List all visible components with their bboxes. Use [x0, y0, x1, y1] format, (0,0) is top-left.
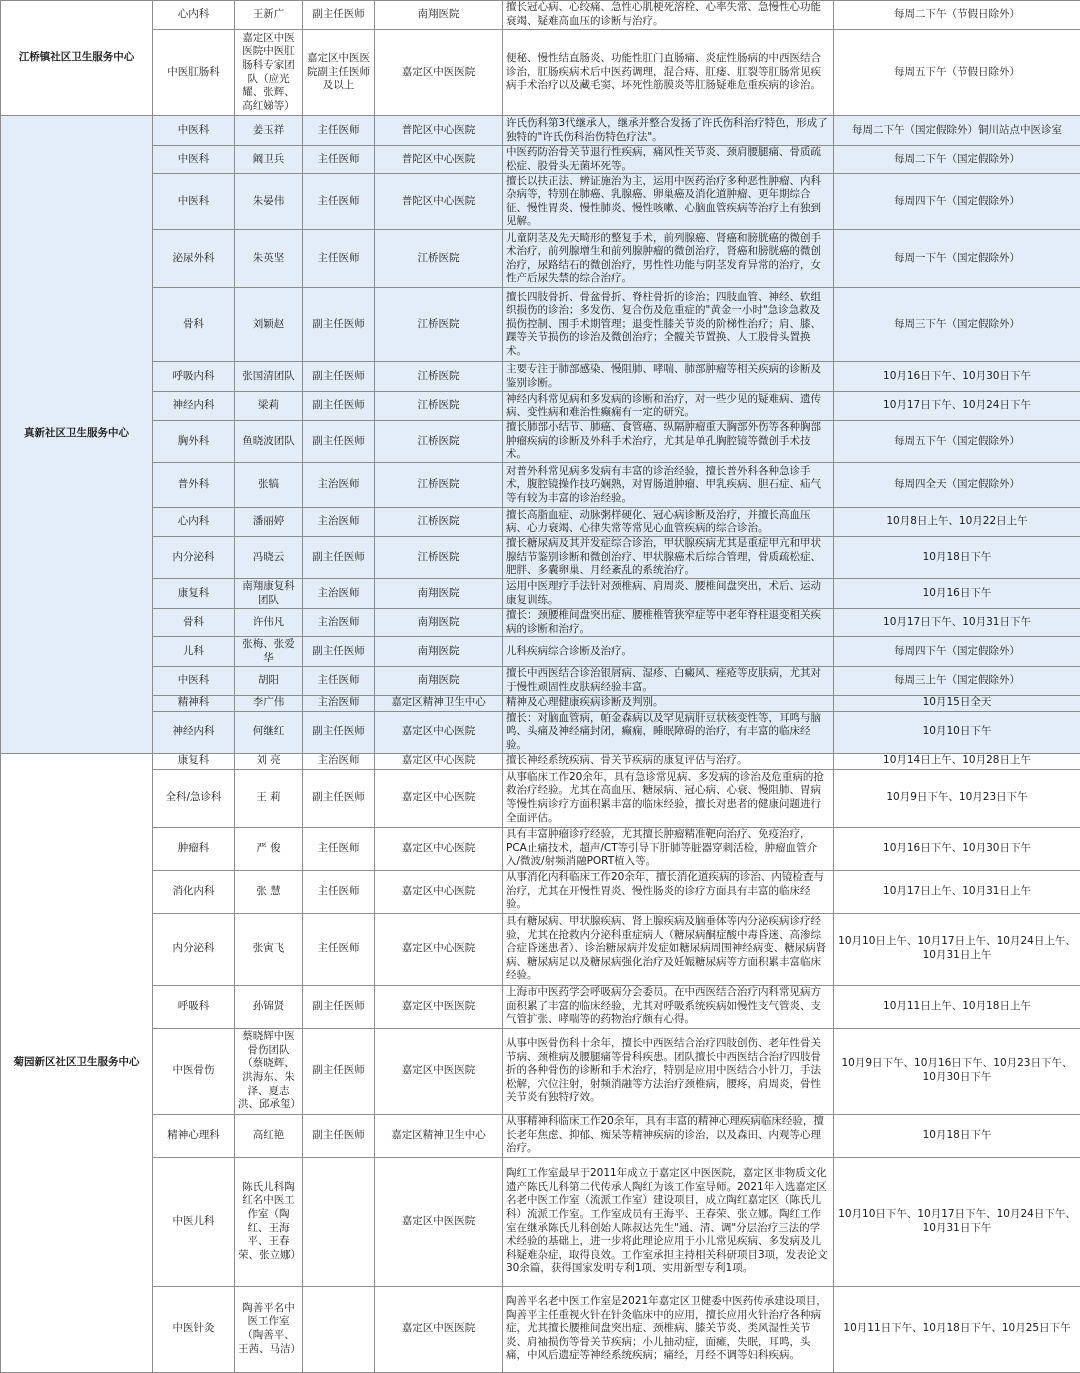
- doctor-cell: 南翔康复科团队: [235, 579, 303, 609]
- dept-cell: 内分泌科: [153, 913, 235, 985]
- doctor-cell: 姜玉祥: [235, 116, 303, 146]
- table-row: [1, 695, 1080, 711]
- doctor-cell: 朱晏伟: [235, 174, 303, 230]
- dept-cell: 心内科: [153, 1, 235, 30]
- description-cell: 上海市中医药学会呼吸病分会委员。在中西医结合治疗内科常见病方面积累了丰富的临床经验，尤其对呼吸系统疾病如慢性支气管炎、支气管扩张、哮喘等的药物治疗颇有心得。: [503, 985, 834, 1028]
- table-row: [1, 1114, 1080, 1157]
- hospital-cell: 南翔医院: [375, 579, 503, 609]
- title-cell: 主治医师: [303, 609, 375, 637]
- doctor-cell: 阚卫兵: [235, 146, 303, 174]
- table-row: [1, 421, 1080, 463]
- doctor-cell: 蔡晓辉中医骨伤团队（蔡晓辉、洪海东、朱泽、夏志洪、邱承玺）: [235, 1028, 303, 1114]
- title-cell: 主任医师: [303, 116, 375, 146]
- hospital-cell: 嘉定区中心医院: [375, 913, 503, 985]
- doctor-cell: 王 莉: [235, 769, 303, 827]
- doctor-cell: 张 慧: [235, 870, 303, 913]
- title-cell: 主任医师: [303, 870, 375, 913]
- time-cell: 10月11日上午、10月18日上午: [834, 985, 1080, 1028]
- table-row: [1, 537, 1080, 579]
- doctor-cell: 张犒: [235, 463, 303, 508]
- center-name-cell: 江桥镇社区卫生服务中心: [1, 1, 153, 116]
- title-cell: 副主任医师: [303, 421, 375, 463]
- time-cell: 每周二下午（国定假除外）铜川站点中医诊室: [834, 116, 1080, 146]
- table-row: [1, 870, 1080, 913]
- table-row: [1, 1157, 1080, 1286]
- title-cell: 主任医师: [303, 174, 375, 230]
- doctor-cell: 张梅、张爱华: [235, 637, 303, 667]
- title-cell: 主治医师: [303, 508, 375, 537]
- description-cell: 具有丰富肿瘤诊疗经验，尤其擅长肿瘤精准靶向治疗、免疫治疗，PCA止痛技术，超声/CT等引导下肝肺等脏器穿刺活检，肿瘤血管介入/微波/射频消融PORT植入等。: [503, 827, 834, 870]
- dept-cell: 呼吸科: [153, 985, 235, 1028]
- hospital-cell: 嘉定区中心医院: [375, 769, 503, 827]
- hospital-cell: 嘉定区中医医院: [375, 1028, 503, 1114]
- dept-cell: 泌尿外科: [153, 230, 235, 288]
- doctor-cell: 潘丽婷: [235, 508, 303, 537]
- doctor-cell: 张国清团队: [235, 362, 303, 392]
- table-row: [1, 30, 1080, 116]
- time-cell: 10月17日下午、10月24日下午: [834, 392, 1080, 421]
- table-row: [1, 1286, 1080, 1372]
- hospital-cell: 江桥医院: [375, 463, 503, 508]
- title-cell: [303, 1286, 375, 1372]
- table-row: [1, 362, 1080, 392]
- doctor-cell: 梁莉: [235, 392, 303, 421]
- title-cell: 主任医师: [303, 667, 375, 695]
- title-cell: 主治医师: [303, 579, 375, 609]
- doctor-cell: 刘颖赵: [235, 288, 303, 362]
- title-cell: 副主任医师: [303, 537, 375, 579]
- title-cell: 副主任医师: [303, 711, 375, 753]
- description-cell: 从事临床工作20余年，具有急诊常见病、多发病的诊治及危重病的抢救治疗经验。尤其在高血压、糖尿病、冠心病、心衰、慢阻肺、胃病等慢性病诊疗方面积累丰富的临床经验，擅长对患者的健康问题进行全面评估。: [503, 769, 834, 827]
- description-cell: 擅长糖尿病及其并发症综合诊治，甲状腺疾病尤其是重症甲亢和甲状腺结节鉴别诊断和微创治疗、甲状腺癌术后综合管理，骨质疏松症、肥胖、多囊卵巢、月经紊乱的系统治疗。: [503, 537, 834, 579]
- hospital-cell: 嘉定区中心医院: [375, 827, 503, 870]
- hospital-cell: 江桥医院: [375, 421, 503, 463]
- dept-cell: 康复科: [153, 753, 235, 769]
- title-cell: 副主任医师: [303, 985, 375, 1028]
- table-row: [1, 146, 1080, 174]
- dept-cell: 消化内科: [153, 870, 235, 913]
- time-cell: 每周二下午（节假日除外）: [834, 1, 1080, 30]
- hospital-cell: 江桥医院: [375, 508, 503, 537]
- hospital-cell: 普陀区中心医院: [375, 146, 503, 174]
- table-row: [1, 463, 1080, 508]
- hospital-cell: 嘉定区中心医院: [375, 753, 503, 769]
- table-row: [1, 827, 1080, 870]
- time-cell: 每周三上午（国定假除外）: [834, 667, 1080, 695]
- description-cell: 陶善平名老中医工作室是2021年嘉定区卫健委中医药传承建设项目，陶善平主任重视火针在针灸临床中的应用，擅长应用火针治疗各种病症，尤其擅长腰椎间盘突出症、颈椎病、膝关节炎、类风湿性关节炎、肩袖损伤等骨关节疾病；小儿抽动症，面瘫，失眠，耳鸣，头痛，中风后遗症等神经系统疾病；痛经，月经不调等妇科疾病。: [503, 1286, 834, 1372]
- description-cell: 便秘、慢性结直肠炎、功能性肛门直肠痛、炎症性肠病的中西医结合诊治，肛肠疾病术后中医药调理，混合痔、肛瘘、肛裂等肛肠常见疾病手术治疗以及藏毛窦、坏死性筋膜炎等肛肠疑难危重疾病的诊治。: [503, 30, 834, 116]
- hospital-cell: 普陀区中心医院: [375, 116, 503, 146]
- table-row: [1, 609, 1080, 637]
- hospital-cell: 江桥医院: [375, 392, 503, 421]
- hospital-cell: 嘉定区中医医院: [375, 1157, 503, 1286]
- doctor-cell: 刘 亮: [235, 753, 303, 769]
- time-cell: 每周五下午（国定假除外）: [834, 421, 1080, 463]
- title-cell: 副主任医师: [303, 637, 375, 667]
- title-cell: 副主任医师: [303, 288, 375, 362]
- dept-cell: 内分泌科: [153, 537, 235, 579]
- title-cell: 副主任医师: [303, 769, 375, 827]
- title-cell: 主任医师: [303, 230, 375, 288]
- hospital-cell: 嘉定区中医医院: [375, 985, 503, 1028]
- time-cell: 10月16日下午: [834, 579, 1080, 609]
- description-cell: 擅长高脂血症、动脉粥样硬化、冠心病诊断及治疗，并擅长高血压病、心力衰竭、心律失常等常见心血管疾病的综合诊治。: [503, 508, 834, 537]
- table-row: [1, 579, 1080, 609]
- dept-cell: 中医科: [153, 667, 235, 695]
- hospital-cell: 江桥医院: [375, 537, 503, 579]
- title-cell: 主任医师: [303, 827, 375, 870]
- time-cell: 10月16日下午、10月30日下午: [834, 362, 1080, 392]
- hospital-cell: 南翔医院: [375, 1, 503, 30]
- time-cell: 10月17日下午、10月31日下午: [834, 609, 1080, 637]
- dept-cell: 精神科: [153, 695, 235, 711]
- table-row: [1, 230, 1080, 288]
- doctor-cell: 何继红: [235, 711, 303, 753]
- table-row: [1, 913, 1080, 985]
- title-cell: [303, 1157, 375, 1286]
- doctor-cell: 陶善平名中医工作室（陶善平、王茜、马洁）: [235, 1286, 303, 1372]
- doctor-cell: 许伟凡: [235, 609, 303, 637]
- dept-cell: 骨科: [153, 288, 235, 362]
- title-cell: 副主任医师: [303, 1114, 375, 1157]
- doctor-cell: 冯晓云: [235, 537, 303, 579]
- hospital-cell: 南翔医院: [375, 609, 503, 637]
- dept-cell: 儿科: [153, 637, 235, 667]
- description-cell: 从事精神科临床工作20余年，具有丰富的精神心理疾病临床经验，擅长老年焦虑、抑郁、痴呆等精神疾病的诊治，以及森田、内观等心理治疗。: [503, 1114, 834, 1157]
- description-cell: 许氏伤科第3代继承人，继承并整合发扬了许氏伤科治疗特色，形成了独特的"许氏伤科治伤特色疗法"。: [503, 116, 834, 146]
- doctor-cell: 鱼晓波团队: [235, 421, 303, 463]
- description-cell: 从事中医骨伤科十余年，擅长中西医结合治疗四肢创伤、老年性骨关节病、颈椎病及腰腿痛等骨科疾患。团队擅长中西医结合治疗四肢骨折的各种骨伤的诊断和手术治疗，特别是应用中医结合小针刀，手法松解，穴位注射，射频消融等方法治疗颈椎病，腰疼，肩周炎，骨性关节炎有独特疗效。: [503, 1028, 834, 1114]
- table-row: [1, 116, 1080, 146]
- time-cell: 每周四全天（国定假除外）: [834, 463, 1080, 508]
- title-cell: 副主任医师: [303, 362, 375, 392]
- dept-cell: 中医科: [153, 146, 235, 174]
- time-cell: 10月9日下午、10月16日下午、10月23日下午、10月30日下午: [834, 1028, 1080, 1114]
- hospital-cell: 嘉定区中心医院: [375, 870, 503, 913]
- time-cell: 每周二下午（国定假除外）: [834, 146, 1080, 174]
- time-cell: 每周五下午（节假日除外）: [834, 30, 1080, 116]
- hospital-cell: 江桥医院: [375, 362, 503, 392]
- title-cell: 副主任医师: [303, 1, 375, 30]
- hospital-cell: 嘉定区中心医院: [375, 711, 503, 753]
- time-cell: 10月10日下午: [834, 711, 1080, 753]
- title-cell: 主任医师: [303, 146, 375, 174]
- description-cell: 运用中医理疗手法针对颈椎病、肩周炎、腰椎间盘突出，术后、运动康复训练。: [503, 579, 834, 609]
- table-row: [1, 711, 1080, 753]
- time-cell: 每周四下午（国定假除外）: [834, 637, 1080, 667]
- dept-cell: 肿瘤科: [153, 827, 235, 870]
- title-cell: 主治医师: [303, 463, 375, 508]
- description-cell: 擅长：对脑血管病，帕金森病以及罕见病肝豆状核变性等，耳鸣与脑鸣、头痛及神经痛封闭，癫痫，睡眠障碍的治疗，有丰富的临床经验。: [503, 711, 834, 753]
- doctor-cell: 张寅飞: [235, 913, 303, 985]
- description-cell: 擅长以扶正法、辨证施治为主，运用中医药治疗多种恶性肿瘤、内科杂病等，特别在肺癌、乳腺癌、卵巢癌及消化道肿瘤、更年期综合征、慢性胃炎、慢性肺炎、慢性咳嗽、心脑血管疾病等治疗上有独到见解。: [503, 174, 834, 230]
- description-cell: 对普外科常见病多发病有丰富的诊治经验，擅长普外科各种急诊手术，腹腔镜操作技巧娴熟，对胃肠道肿瘤、甲乳疾病、胆石症、疝气等有较为丰富的诊治经验。: [503, 463, 834, 508]
- time-cell: 10月18日下午: [834, 1114, 1080, 1157]
- time-cell: 每周一下午（国定假除外）: [834, 230, 1080, 288]
- description-cell: 儿童阴茎及先天畸形的整复手术，前列腺癌、肾癌和膀胱癌的微创手术治疗，前列腺增生和前列腺肿瘤的微创治疗，肾癌和膀胱癌的微创治疗，尿路结石的微创治疗，男性性功能与阴茎发育异常的治疗，女性产后尿失禁的综合治疗。: [503, 230, 834, 288]
- hospital-cell: 南翔医院: [375, 637, 503, 667]
- dept-cell: 中医科: [153, 116, 235, 146]
- doctor-cell: 高红艳: [235, 1114, 303, 1157]
- dept-cell: 中医骨伤: [153, 1028, 235, 1114]
- time-cell: 10月10日下午、10月17日下午、10月24日下午、10月31日下午: [834, 1157, 1080, 1286]
- table-row: [1, 392, 1080, 421]
- dept-cell: 胸外科: [153, 421, 235, 463]
- dept-cell: 全科/急诊科: [153, 769, 235, 827]
- table-row: [1, 174, 1080, 230]
- description-cell: 擅长神经系统疾病、骨关节疾病的康复评估与治疗。: [503, 753, 834, 769]
- description-cell: 陶红工作室最早于2011年成立于嘉定区中医医院，嘉定区非物质文化遗产陈氏儿科第二代传承人陶红为该工作室导师。2021年入选嘉定区名老中医工作室（流派工作室）建设项目，成立陶红嘉定区（陈氏儿科）流派工作室。工作室成员有王海平、王春荣、张立娜。陶红工作室在继承陈氏儿科创始人陈叔达先生"通、清、调"分层治疗三法的学术经验的基础上，进一步将此理论应用于小儿常见疾病、多发病及儿科疑难杂症，取得良效。工作室承担主持相关科研项目3项，发表论文30余篇，获得国家发明专利1项、实用新型专利1项。: [503, 1157, 834, 1286]
- description-cell: 精神及心理健康疾病诊断及判别。: [503, 695, 834, 711]
- doctor-cell: 陈氏儿科陶红名中医工作室（陶红、王海平、王春荣、张立娜）: [235, 1157, 303, 1286]
- dept-cell: 康复科: [153, 579, 235, 609]
- description-cell: 中医药防治骨关节退行性疾病，痛风性关节炎、颈肩腰腿痛、骨质疏松症、股骨头无菌坏死等。: [503, 146, 834, 174]
- table-body: [1, 1, 1080, 1373]
- time-cell: 10月18日下午: [834, 537, 1080, 579]
- description-cell: 从事消化内科临床工作20余年，擅长消化道疾病的诊治、内镜检查与治疗，尤其在开慢性胃炎、慢性肠炎的诊疗方面具有丰富的临床经验。: [503, 870, 834, 913]
- title-cell: 主任医师: [303, 913, 375, 985]
- dept-cell: 精神心理科: [153, 1114, 235, 1157]
- hospital-cell: 嘉定区精神卫生中心: [375, 1114, 503, 1157]
- center-name-cell: 菊园新区社区卫生服务中心: [1, 753, 153, 1372]
- title-cell: 嘉定区中医医院副主任医师及以上: [303, 30, 375, 116]
- time-cell: 10月14日上午、10月28日上午: [834, 753, 1080, 769]
- description-cell: 擅长肺部小结节、肺癌、食管癌、纵隔肿瘤重大胸部外伤等各种胸部肿瘤疾病的诊断及外科手术治疗，尤其是单孔胸腔镜等微创手术技术。: [503, 421, 834, 463]
- dept-cell: 普外科: [153, 463, 235, 508]
- doctor-cell: 严 俊: [235, 827, 303, 870]
- hospital-cell: 江桥医院: [375, 288, 503, 362]
- table-row: [1, 1, 1080, 30]
- table-row: [1, 1028, 1080, 1114]
- title-cell: 主治医师: [303, 753, 375, 769]
- hospital-cell: 嘉定区中医医院: [375, 1286, 503, 1372]
- time-cell: 每周四下午（国定假除外）: [834, 174, 1080, 230]
- doctor-cell: 孙锦贤: [235, 985, 303, 1028]
- table-row: [1, 753, 1080, 769]
- dept-cell: 神经内科: [153, 392, 235, 421]
- time-cell: 10月10日上午、10月17日上午、10月24日上午、10月31日上午: [834, 913, 1080, 985]
- time-cell: 10月17日上午、10月31日上午: [834, 870, 1080, 913]
- time-cell: 10月15日全天: [834, 695, 1080, 711]
- table-row: [1, 288, 1080, 362]
- description-cell: 擅长四肢骨折、骨盆骨折、脊柱骨折的诊治；四肢血管、神经、软组织损伤的诊治；多发伤、复合伤及危重症的"黄金一小时"急诊急救及损伤控制、围手术期管理；退变性膝关节炎的阶梯性治疗；肩、膝、踝等关节损伤的诊治及微创治疗；全髋关节置换、人工股骨头置换术。: [503, 288, 834, 362]
- description-cell: 具有糖尿病、甲状腺疾病、肾上腺疾病及脑垂体等内分泌疾病诊疗经验，尤其在抢救内分泌科重症病人（糖尿病酮症酸中毒昏迷、高渗综合症昏迷患者）、诊治糖尿病并发症如糖尿病周围神经病变、糖尿病肾病、糖尿病足以及糖尿病强化治疗及妊娠糖尿病等方面积累丰富临床经验。: [503, 913, 834, 985]
- dept-cell: 中医针灸: [153, 1286, 235, 1372]
- description-cell: 擅长中西医结合诊治银屑病、湿疹、白癜风、痤疮等皮肤病，尤其对于慢性顽固性皮肤病经验丰富。: [503, 667, 834, 695]
- dept-cell: 骨科: [153, 609, 235, 637]
- title-cell: 副主任医师: [303, 1028, 375, 1114]
- description-cell: 主要专注于肺部感染、慢阻肺、哮喘、肺部肿瘤等相关疾病的诊断及鉴别诊断。: [503, 362, 834, 392]
- table-row: [1, 667, 1080, 695]
- title-cell: 主治医师: [303, 695, 375, 711]
- description-cell: 儿科疾病综合诊断及治疗。: [503, 637, 834, 667]
- dept-cell: 中医儿科: [153, 1157, 235, 1286]
- time-cell: 10月11日下午、10月18日下午、10月25日下午: [834, 1286, 1080, 1372]
- table-row: [1, 769, 1080, 827]
- table-row: [1, 637, 1080, 667]
- dept-cell: 中医肛肠科: [153, 30, 235, 116]
- hospital-cell: 嘉定区精神卫生中心: [375, 695, 503, 711]
- dept-cell: 神经内科: [153, 711, 235, 753]
- hospital-cell: 南翔医院: [375, 667, 503, 695]
- center-name-cell: 真新社区卫生服务中心: [1, 116, 153, 754]
- time-cell: 10月16日下午、10月30日下午: [834, 827, 1080, 870]
- description-cell: 擅长冠心病、心绞痛、急性心肌梗死溶栓、心率失常、急慢性心功能衰竭、疑难高血压的诊断与治疗。: [503, 1, 834, 30]
- hospital-cell: 江桥医院: [375, 230, 503, 288]
- dept-cell: 中医科: [153, 174, 235, 230]
- doctor-cell: 李广伟: [235, 695, 303, 711]
- time-cell: 每周三下午（国定假除外）: [834, 288, 1080, 362]
- doctor-cell: 胡阳: [235, 667, 303, 695]
- hospital-cell: 嘉定区中医医院: [375, 30, 503, 116]
- title-cell: 副主任医师: [303, 392, 375, 421]
- doctor-cell: 嘉定区中医医院中医肛肠科专家团队（应光耀、张辉、高红娣等）: [235, 30, 303, 116]
- table-row: [1, 985, 1080, 1028]
- doctor-cell: 朱英坚: [235, 230, 303, 288]
- dept-cell: 心内科: [153, 508, 235, 537]
- dept-cell: 呼吸内科: [153, 362, 235, 392]
- time-cell: 10月8日上午、10月22日上午: [834, 508, 1080, 537]
- description-cell: 擅长：颈腰椎间盘突出症、腰椎椎管狭窄症等中老年脊柱退变相关疾病的诊断和治疗。: [503, 609, 834, 637]
- time-cell: 10月9日下午、10月23日下午: [834, 769, 1080, 827]
- description-cell: 神经内科常见病和多发病的诊断和治疗，对一些少见的疑难病、遗传病、变性病和难治性癫痫有一定的研究。: [503, 392, 834, 421]
- doctor-cell: 王新广: [235, 1, 303, 30]
- table-row: [1, 508, 1080, 537]
- hospital-cell: 普陀区中心医院: [375, 174, 503, 230]
